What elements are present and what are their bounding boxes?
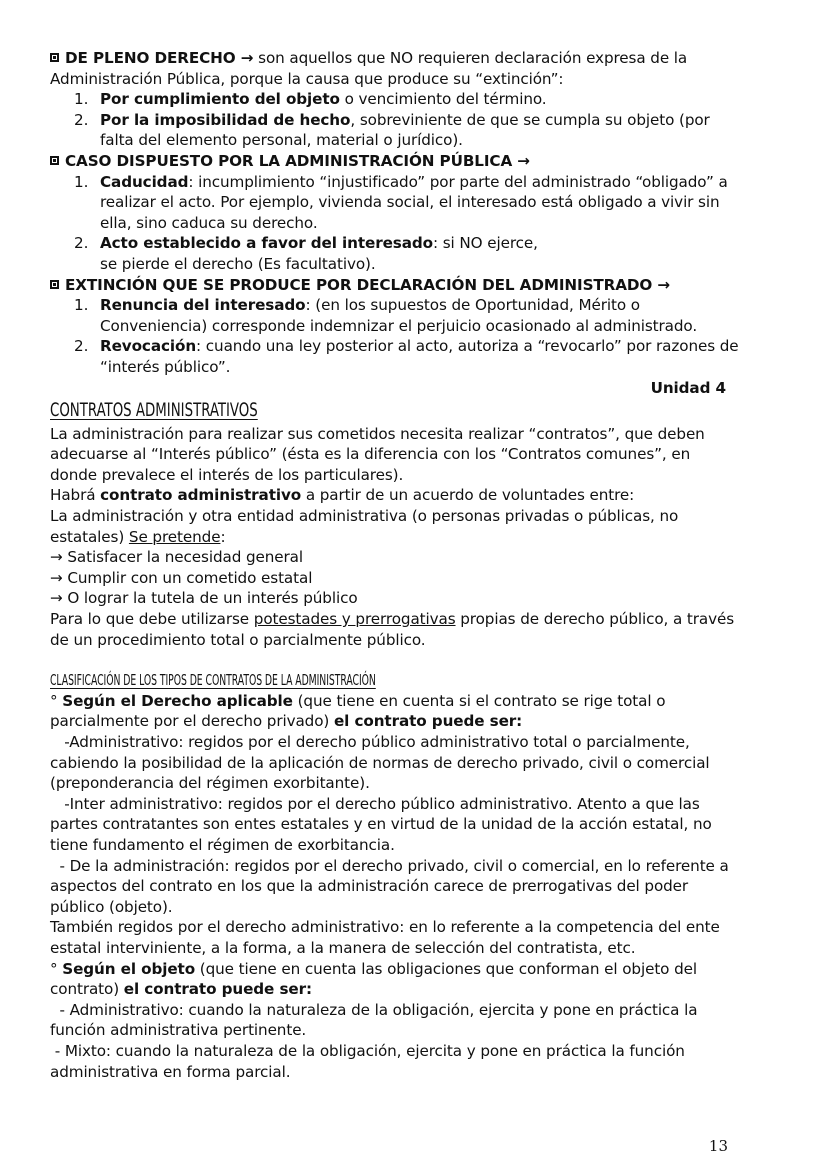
contratos-title: CONTRATOS ADMINISTRATIVOS (50, 399, 258, 422)
list-number: 2. (74, 337, 89, 356)
square-bullet-icon (50, 156, 59, 165)
square-bullet-icon (50, 53, 59, 62)
text-run: (que tiene en cuenta las obligaciones que conforman el objeto del contrato) (50, 959, 697, 999)
text-run: ° (50, 691, 63, 710)
list-rest: : (en los supuestos de Oportunidad, Mérito o Conveniencia) corresponde indemnizar el perjuicio ocasionado al administrado. (100, 296, 698, 335)
list-bold: Por la imposibilidad de hecho (100, 110, 351, 129)
tambien-paragraph: También regidos por el derecho administrativo: en lo referente a la competencia del ente estatal interviniente, a la forma, a la manera de selección del contratista, etc. (50, 918, 720, 957)
pleno-paragraph (50, 48, 740, 89)
caso-paragraph (50, 151, 740, 172)
list-item (50, 110, 740, 151)
text-bold: el contrato puede ser: (123, 980, 312, 999)
text-bold: el contrato puede ser: (333, 712, 523, 731)
list-item (50, 295, 740, 336)
square-bullet-icon (50, 280, 59, 289)
list-number: 1. (74, 172, 89, 191)
list-rest: o vencimiento del término. (339, 90, 547, 109)
tipo-de-la-administracion: - De la administración: regidos por el derecho privado, civil o comercial, en lo referente a aspectos del contrato en los que la administración carece de prerrogativas del poder público (objeto). (50, 856, 734, 916)
tipo-inter-administrativo: -Inter administrativo: regidos por el derecho público administrativo. Atento a que las partes contratantes son entes estatales y en virtud de la unidad de la acción estatal, no tiene fundamento el régimen de exorbitancia. (50, 794, 717, 854)
list-item (50, 89, 740, 110)
criterio-derecho (50, 691, 740, 732)
arrow-item: → O lograr la tutela de un interés público (50, 589, 358, 608)
text-bold: Según el Derecho aplicable (62, 691, 293, 710)
list-text (100, 172, 740, 234)
text-underlined: potestades y prerrogativas (253, 610, 456, 629)
text-run: Para lo que debe utilizarse (50, 610, 254, 629)
list-text (100, 295, 740, 336)
list-item (50, 336, 740, 377)
objeto-mixto: - Mixto: cuando la naturaleza de la obligación, ejercita y pone en práctica la función administrativa en forma parcial. (50, 1041, 690, 1081)
document-page (50, 48, 740, 1082)
list-bold: Renuncia del interesado (100, 296, 306, 315)
arrow-item: → Satisfacer la necesidad general (50, 548, 303, 567)
text-run: a partir de un acuerdo de voluntades entre: (301, 486, 635, 505)
list-bold: Por cumplimiento del objeto (100, 90, 340, 109)
text-underlined: Se pretende (128, 527, 221, 546)
text-run: (que tiene en cuenta si el contrato se rige total o parcialmente por el derecho privado) (50, 691, 666, 731)
list-number: 2. (74, 110, 89, 129)
criterio-objeto (50, 959, 740, 1000)
pleno-heading: DE PLENO DERECHO → (65, 49, 254, 67)
list-text (100, 89, 740, 110)
contratos-p3 (50, 506, 740, 547)
extincion-heading: EXTINCIÓN QUE SE PRODUCE POR DECLARACIÓN DEL ADMINISTRADO → (65, 275, 671, 294)
text-bold: contrato administrativo (100, 486, 302, 505)
objeto-administrativo: - Administrativo: cuando la naturaleza de la obligación, ejercita y pone en práctica la función administrativa pertinente. (50, 1000, 703, 1040)
contratos-intro: La administración para realizar sus cometidos necesita realizar “contratos”, que deben adecuarse al “Interés público” (ésta es la diferencia con los “Contratos comunes”, en donde prevalece el interés de los particulares). (50, 424, 705, 484)
text-run: : (220, 527, 226, 546)
clasificacion-title: CLASIFICACIÓN DE LOS TIPOS DE CONTRATOS DE LA ADMINISTRACIÓN (50, 671, 376, 690)
arrow-item: → Cumplir con un cometido estatal (50, 568, 313, 587)
list-bold: Acto establecido a favor del interesado (100, 234, 433, 253)
list-rest: : incumplimiento “injustificado” por parte del administrado “obligado” a realizar el acto. Por ejemplo, vivienda social, el interesado está obligado a vivir sin ella, sino caduca su derecho. (100, 172, 728, 232)
pleno-list (50, 89, 740, 151)
list-text (100, 233, 550, 274)
list-number: 1. (74, 90, 89, 109)
list-rest: , sobreviniente de que se cumpla su objeto (por falta del elemento personal, material o jurídico). (100, 110, 710, 150)
text-run: Habrá (50, 486, 101, 505)
list-item (50, 172, 740, 234)
unit-label: Unidad 4 (650, 378, 726, 397)
caso-list (50, 172, 740, 275)
tipo-administrativo: -Administrativo: regidos por el derecho público administrativo total o parcialmente, cabiendo la posibilidad de la aplicación de normas de derecho privado, civil o comercial (preponderancia del régimen exorbitante). (50, 733, 715, 793)
text-run: propias de derecho público, a través de un procedimiento total o parcialmente público. (50, 610, 735, 649)
list-rest: : cuando una ley posterior al acto, autoriza a “revocarlo” por razones de “interés público”. (100, 337, 739, 376)
contratos-p2 (50, 485, 740, 506)
caso-heading: CASO DISPUESTO POR LA ADMINISTRACIÓN PÚBLICA → (65, 151, 530, 170)
list-bold: Caducidad (100, 172, 189, 191)
extincion-list (50, 295, 740, 377)
spacer (50, 650, 740, 670)
list-text (100, 110, 740, 151)
page-number: 13 (708, 1137, 728, 1155)
contratos-p4 (50, 609, 740, 650)
list-number: 2. (74, 234, 89, 253)
list-rest: : si NO ejerce, se pierde el derecho (Es facultativo). (100, 234, 538, 273)
list-bold: Revocación (100, 337, 197, 356)
text-run: ° (50, 959, 63, 978)
text-bold: Según el objeto (62, 959, 196, 978)
list-number: 1. (74, 296, 89, 315)
list-text (100, 336, 740, 377)
extincion-paragraph (50, 275, 740, 296)
text-run: La administración y otra entidad administrativa (o personas privadas o públicas, no estatales) (50, 507, 679, 546)
pleno-text: son aquellos que NO requieren declaración expresa de la Administración Pública, porque la causa que produce su “extinción”: (50, 49, 688, 88)
list-item (50, 233, 740, 274)
